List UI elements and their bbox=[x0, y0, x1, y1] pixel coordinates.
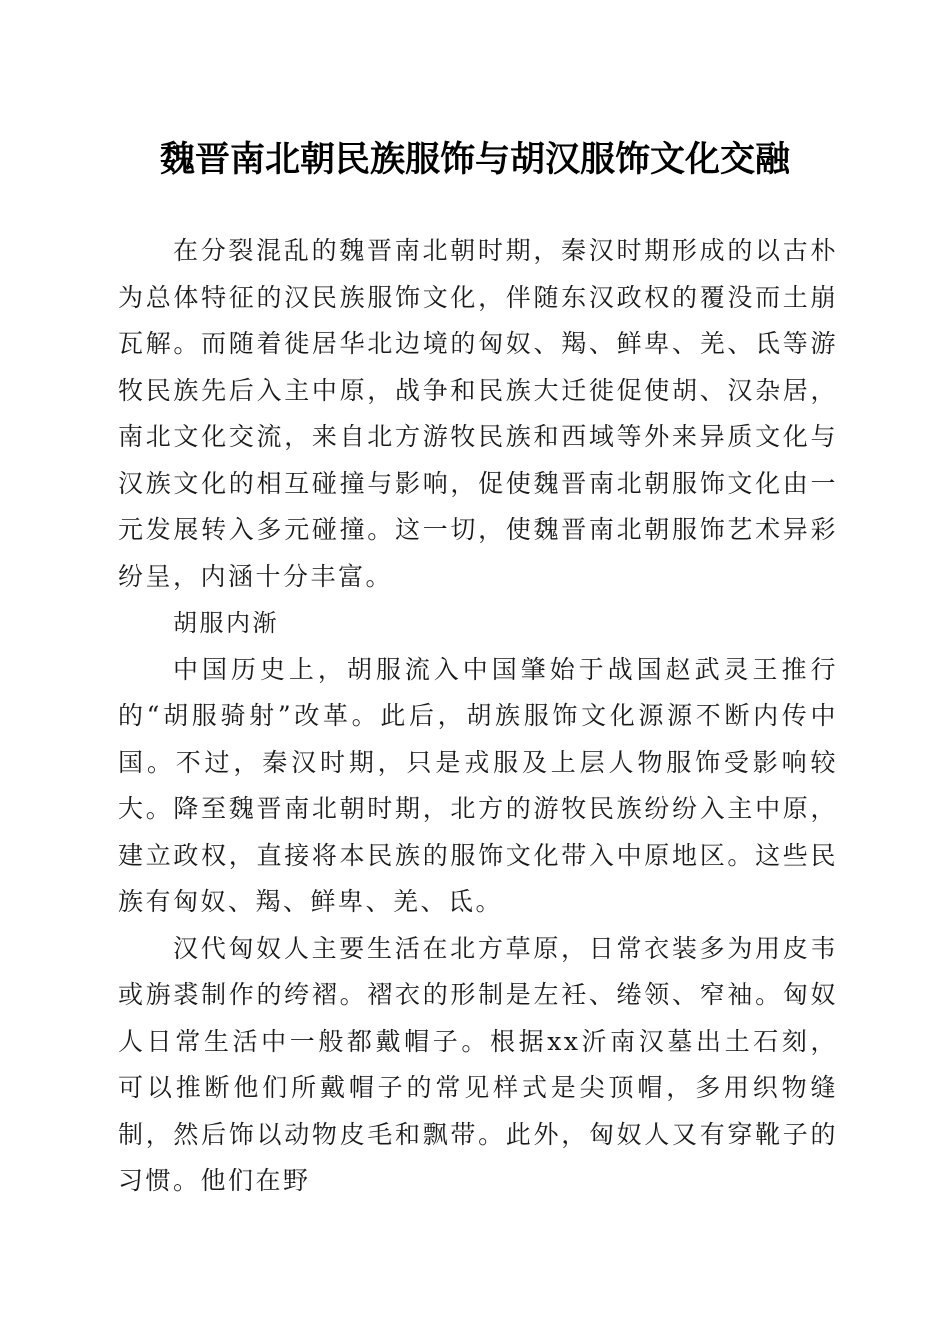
paragraph-history: 中国历史上，胡服流入中国肇始于战国赵武灵王推行的“胡服骑射”改革。此后，胡族服饰文化源源不断内传中国。不过，秦汉时期，只是戎服及上层人物服饰受影响较大。降至魏晋南北朝时期，北方的游牧民族纷纷入主中原，建立政权，直接将本民族的服饰文化带入中原地区。这些民族有匈奴、羯、鲜卑、羌、氐。 bbox=[118, 654, 838, 916]
document-body bbox=[118, 228, 838, 1205]
paragraph-xiongnu: 汉代匈奴人主要生活在北方草原，日常衣装多为用皮韦或旃裘制作的绔褶。褶衣的形制是左衽、绻领、窄袖。匈奴人日常生活中一般都戴帽子。根据xx沂南汉墓出土石刻，可以推断他们所戴帽子的常见样式是尖顶帽，多用织物缝制，然后饰以动物皮毛和飘带。此外，匈奴人又有穿靴子的习惯。他们在野 bbox=[118, 933, 838, 1195]
paragraph-intro: 在分裂混乱的魏晋南北朝时期，秦汉时期形成的以古朴为总体特征的汉民族服饰文化，伴随东汉政权的覆没而土崩瓦解。而随着徙居华北边境的匈奴、羯、鲜卑、羌、氐等游牧民族先后入主中原，战争和民族大迁徙促使胡、汉杂居，南北文化交流，来自北方游牧民族和西域等外来异质文化与汉族文化的相互碰撞与影响，促使魏晋南北朝服饰文化由一元发展转入多元碰撞。这一切，使魏晋南北朝服饰艺术异彩纷呈，内涵十分丰富。 bbox=[118, 236, 838, 591]
section-heading: 胡服内渐 bbox=[173, 609, 279, 637]
document-title: 魏晋南北朝民族服饰与胡汉服饰文化交融 bbox=[159, 139, 790, 180]
